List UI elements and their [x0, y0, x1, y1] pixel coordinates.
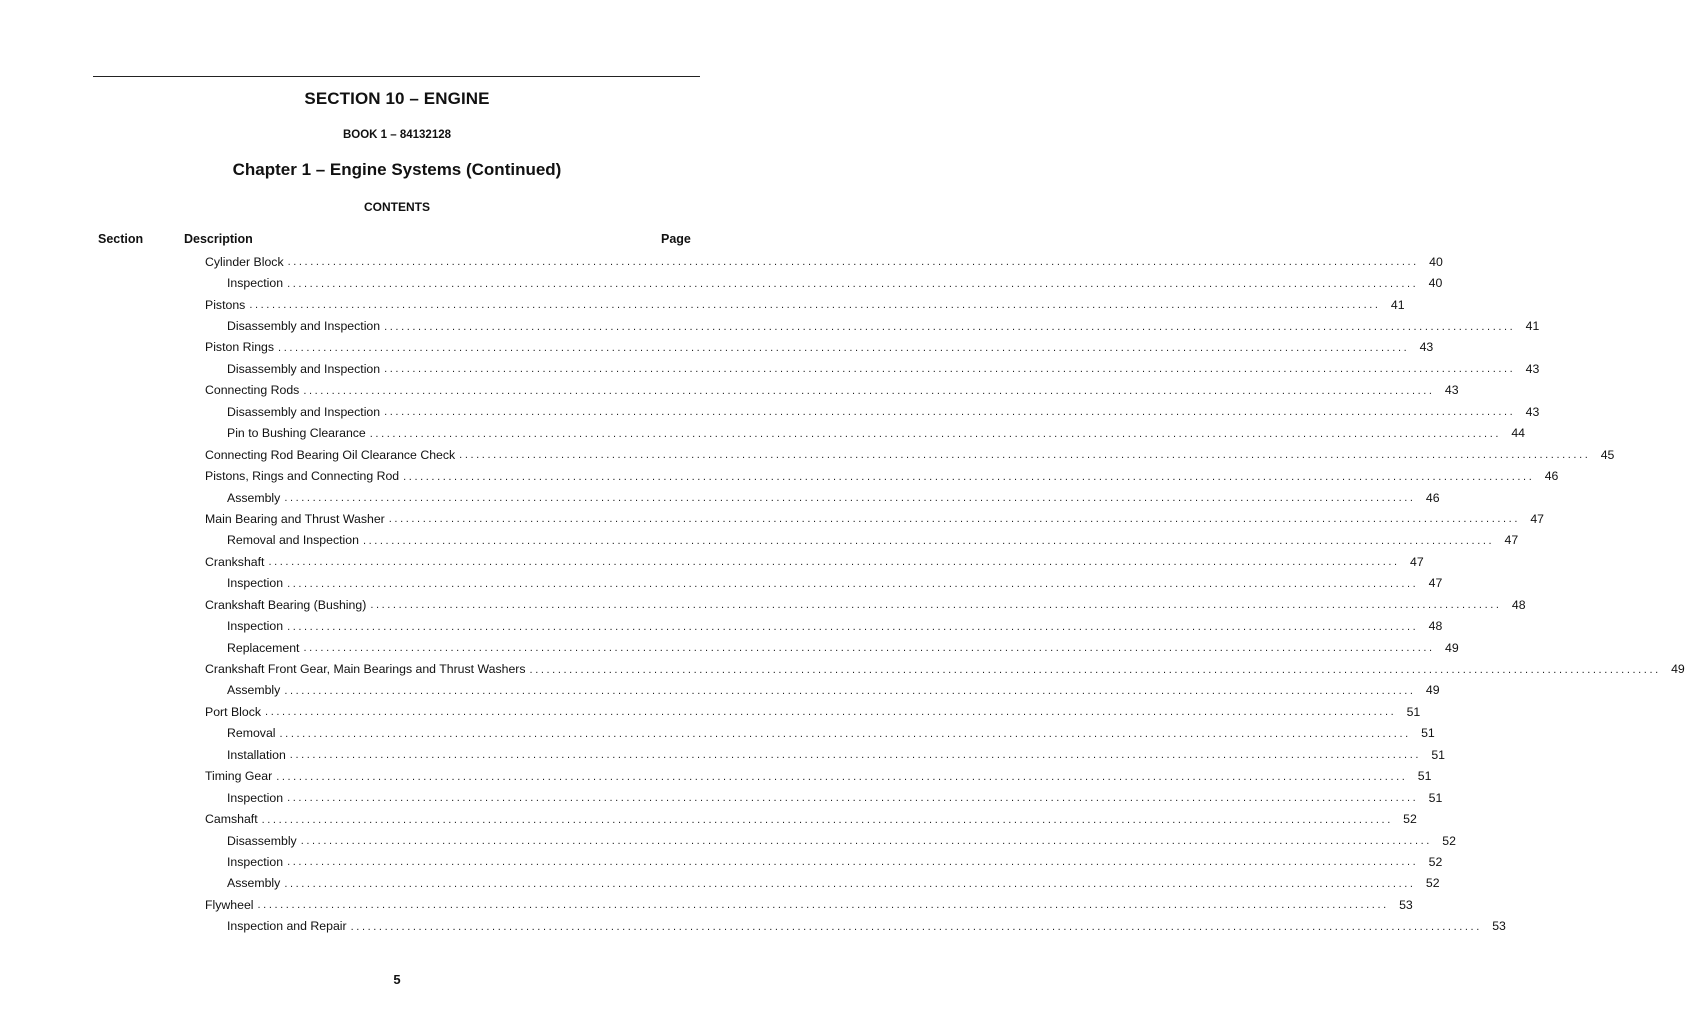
dot-leader: ........................................................................................................................................................................................................ — [257, 899, 1389, 912]
dot-leader: ........................................................................................................................................................................................................ — [362, 534, 1495, 547]
section-title: SECTION 10 – ENGINE — [304, 89, 490, 108]
toc-entry-page: 52 — [1403, 812, 1417, 827]
dot-leader: ........................................................................................................................................................................................................ — [370, 599, 1502, 612]
toc-entry[interactable] — [205, 423, 1526, 444]
column-header-section: Section — [98, 232, 144, 246]
toc-entry-title: Inspection — [227, 854, 284, 869]
toc-entry-page: 51 — [1431, 747, 1446, 762]
toc-entry-page: 51 — [1406, 704, 1421, 719]
toc-entry-page: 40 — [1428, 276, 1443, 291]
toc-entry-title: Crankshaft Front Gear, Main Bearings and Thrust Washers — [205, 662, 526, 677]
dot-leader: ........................................................................................................................................................................................................ — [287, 792, 1419, 805]
dot-leader: ........................................................................................................................................................................................................ — [384, 320, 1516, 333]
toc-entry[interactable] — [205, 315, 1540, 336]
toc-entry[interactable] — [205, 444, 1615, 465]
toc-entry-title: Removal — [227, 726, 276, 741]
toc-entry-page: 51 — [1428, 790, 1443, 805]
toc-entry[interactable] — [205, 637, 1459, 658]
dot-leader: ........................................................................................................................................................................................................ — [384, 406, 1516, 419]
toc-entry-title: Inspection — [227, 790, 284, 805]
toc-entry-title: Crankshaft Bearing (Bushing) — [205, 597, 367, 612]
toc-entry[interactable] — [205, 916, 1506, 937]
toc-entry-title: Flywheel — [205, 897, 254, 912]
toc-entry-title: Connecting Rods — [205, 383, 300, 398]
book-reference: BOOK 1 – 84132128 — [342, 129, 452, 141]
toc-entry-title: Assembly — [227, 490, 281, 505]
toc-entry-page: 47 — [1428, 576, 1443, 591]
toc-entry-title: Assembly — [227, 876, 281, 891]
dot-leader: ........................................................................................................................................................................................................ — [529, 663, 1661, 676]
toc-entry-page: 41 — [1390, 297, 1405, 312]
dot-leader: ........................................................................................................................................................................................................ — [284, 492, 1416, 505]
toc-entry-title: Pin to Bushing Clearance — [227, 426, 366, 441]
toc-entry-page: 44 — [1511, 426, 1526, 441]
toc-entry[interactable] — [205, 401, 1540, 422]
toc-entry-title: Inspection — [227, 276, 284, 291]
toc-entry[interactable] — [205, 744, 1446, 765]
toc-entry-title: Disassembly — [227, 833, 297, 848]
toc-entry-title: Disassembly and Inspection — [227, 404, 381, 419]
toc-entry-page: 49 — [1671, 662, 1685, 677]
chapter-title: Chapter 1 – Engine Systems (Continued) — [232, 160, 562, 179]
dot-leader: ........................................................................................................................................................................................................ — [287, 620, 1419, 633]
toc-entry-page: 48 — [1511, 597, 1526, 612]
toc-entry[interactable] — [205, 680, 1440, 701]
dot-leader: ........................................................................................................................................................................................................ — [249, 299, 1381, 312]
toc-entry[interactable] — [205, 658, 1685, 679]
toc-entry[interactable] — [205, 701, 1421, 722]
toc-entry-title: Piston Rings — [205, 340, 275, 355]
dot-leader: ........................................................................................................................................................................................................ — [268, 556, 1400, 569]
toc-entry-title: Inspection — [227, 576, 284, 591]
dot-leader: ........................................................................................................................................................................................................ — [388, 513, 1520, 526]
dot-leader: ........................................................................................................................................................................................................ — [350, 920, 1482, 933]
dot-leader: ........................................................................................................................................................................................................ — [284, 877, 1416, 890]
toc-entry-page: 45 — [1600, 447, 1615, 462]
dot-leader: ........................................................................................................................................................................................................ — [459, 449, 1591, 462]
dot-leader: ........................................................................................................................................................................................................ — [279, 727, 1411, 740]
toc-entry-title: Connecting Rod Bearing Oil Clearance Check — [205, 447, 456, 462]
dot-leader: ........................................................................................................................................................................................................ — [261, 813, 1393, 826]
toc-entry[interactable] — [205, 851, 1443, 872]
dot-leader: ........................................................................................................................................................................................................ — [287, 577, 1419, 590]
dot-leader: ........................................................................................................................................................................................................ — [303, 642, 1435, 655]
toc-entry-title: Port Block — [205, 704, 262, 719]
toc-entry-title: Timing Gear — [205, 769, 273, 784]
toc-entry-title: Crankshaft — [205, 554, 265, 569]
toc-entry[interactable] — [205, 380, 1459, 401]
toc-entry-page: 43 — [1419, 340, 1434, 355]
toc-entry-page: 51 — [1421, 726, 1435, 741]
dot-leader: ........................................................................................................................................................................................................ — [287, 256, 1419, 269]
dot-leader: ........................................................................................................................................................................................................ — [287, 277, 1419, 290]
toc-entry[interactable] — [205, 272, 1443, 293]
dot-leader: ........................................................................................................................................................................................................ — [300, 835, 1432, 848]
toc-entry-title: Inspection — [227, 619, 284, 634]
toc-entry[interactable] — [205, 465, 1559, 486]
toc-entry[interactable] — [205, 894, 1413, 915]
toc-entry-title: Main Bearing and Thrust Washer — [205, 511, 385, 526]
toc-entry-page: 53 — [1399, 897, 1413, 912]
toc-entry[interactable] — [205, 487, 1440, 508]
toc-entry-title: Inspection and Repair — [227, 919, 347, 934]
dot-leader: ........................................................................................................................................................................................................ — [287, 856, 1419, 869]
toc-entry-page: 40 — [1429, 254, 1443, 269]
toc-entry-page: 41 — [1525, 319, 1540, 334]
dot-leader: ........................................................................................................................................................................................................ — [265, 706, 1397, 719]
toc-entry-page: 52 — [1428, 854, 1443, 869]
toc-entry-page: 47 — [1530, 511, 1544, 526]
toc-entry[interactable] — [205, 615, 1443, 636]
toc-entry-title: Assembly — [227, 683, 281, 698]
toc-entry[interactable] — [205, 723, 1435, 744]
toc-entry-title: Disassembly and Inspection — [227, 361, 381, 376]
dot-leader: ........................................................................................................................................................................................................ — [278, 341, 1410, 354]
toc-entry[interactable] — [205, 508, 1544, 529]
dot-leader: ........................................................................................................................................................................................................ — [369, 427, 1502, 440]
toc-entry[interactable] — [205, 294, 1405, 315]
toc-entry-page: 51 — [1417, 769, 1432, 784]
top-divider — [93, 76, 700, 77]
toc-entry-page: 46 — [1425, 490, 1440, 505]
toc-entry-title: Disassembly and Inspection — [227, 319, 381, 334]
toc-entry[interactable] — [205, 808, 1417, 829]
toc-entry-title: Pistons — [205, 297, 246, 312]
toc-entry-title: Camshaft — [205, 812, 258, 827]
toc-entry[interactable] — [205, 594, 1526, 615]
toc-entry-page: 49 — [1445, 640, 1459, 655]
toc-entry[interactable] — [205, 337, 1434, 358]
dot-leader: ........................................................................................................................................................................................................ — [384, 363, 1516, 376]
toc-entry-page: 43 — [1525, 404, 1540, 419]
toc-entry[interactable] — [205, 358, 1540, 379]
toc-entry-page: 48 — [1428, 619, 1443, 634]
dot-leader: ........................................................................................................................................................................................................ — [276, 770, 1408, 783]
toc-entry-page: 49 — [1425, 683, 1440, 698]
dot-leader: ........................................................................................................................................................................................................ — [303, 384, 1435, 397]
toc-entry-page: 47 — [1410, 554, 1424, 569]
dot-leader: ........................................................................................................................................................................................................ — [284, 684, 1416, 697]
contents-heading: CONTENTS — [364, 200, 430, 214]
toc-entry[interactable] — [205, 830, 1456, 851]
dot-leader: ........................................................................................................................................................................................................ — [289, 749, 1422, 762]
toc-entry[interactable] — [205, 551, 1424, 572]
toc-entry-title: Pistons, Rings and Connecting Rod — [205, 469, 400, 484]
toc-entry[interactable] — [205, 787, 1443, 808]
toc-entry-page: 53 — [1492, 919, 1506, 934]
column-header-description: Description — [184, 232, 253, 246]
column-header-page: Page — [661, 232, 691, 246]
dot-leader: ........................................................................................................................................................................................................ — [403, 470, 1535, 483]
toc-entry[interactable] — [205, 251, 1443, 272]
toc-entry[interactable] — [205, 573, 1443, 594]
toc-entry-page: 47 — [1504, 533, 1519, 548]
toc-entry[interactable] — [205, 766, 1432, 787]
toc-entry-title: Installation — [227, 747, 286, 762]
page-number: 5 — [393, 972, 401, 987]
toc-entry-page: 46 — [1544, 469, 1559, 484]
toc-entry-page: 43 — [1525, 361, 1540, 376]
toc-entry-page: 52 — [1442, 833, 1456, 848]
toc-entry-title: Cylinder Block — [205, 254, 284, 269]
table-of-contents — [205, 251, 1685, 937]
toc-entry[interactable] — [205, 873, 1440, 894]
toc-entry-page: 52 — [1425, 876, 1440, 891]
toc-entry-title: Replacement — [227, 640, 300, 655]
toc-entry-page: 43 — [1444, 383, 1459, 398]
toc-entry[interactable] — [205, 530, 1519, 551]
toc-entry-title: Removal and Inspection — [227, 533, 359, 548]
